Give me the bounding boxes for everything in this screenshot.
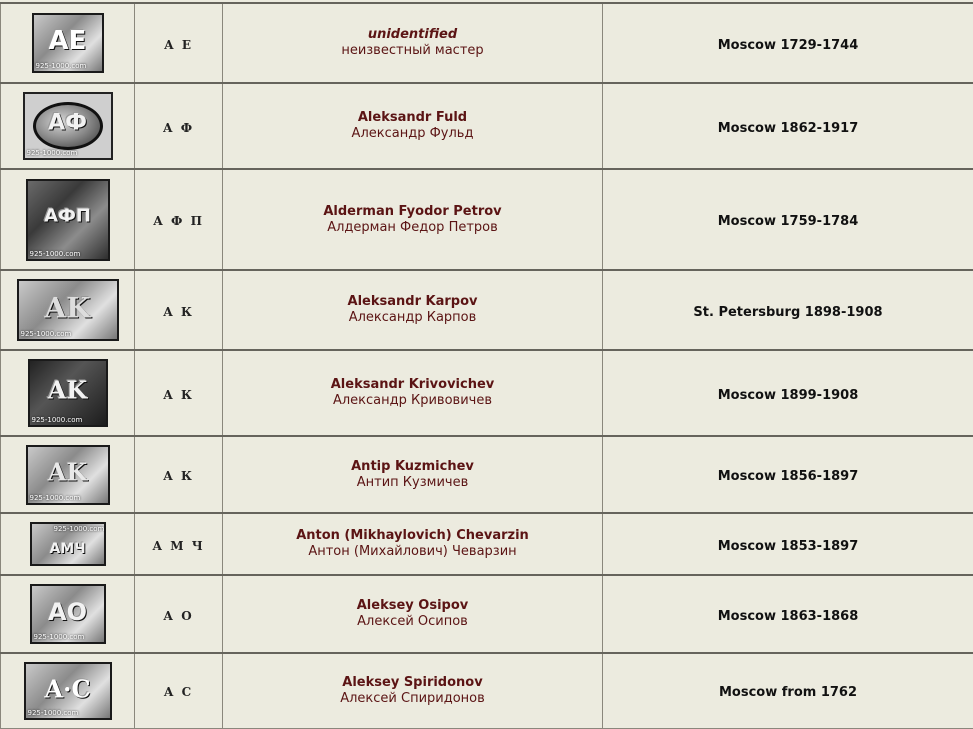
maker-name-russian: Александр Карпов [223,310,602,326]
mark-letters: А К [163,305,194,319]
letters-cell [135,513,223,575]
hallmark-image[interactable]: AK 925-1000.com [28,359,108,427]
maker-name-cell [223,270,603,350]
place-date-cell [603,436,973,513]
letters-cell [135,436,223,513]
table-row [1,575,973,653]
place-date-cell [603,575,973,653]
place-date: Moscow 1729-1744 [718,38,859,53]
maker-name-russian: Антон (Михайлович) Чеварзин [223,544,602,560]
maker-name-english: Aleksey Osipov [223,598,602,614]
place-date-cell [603,169,973,270]
place-date-cell [603,350,973,436]
hallmark-cell [1,3,135,83]
maker-name-english: Antip Kuzmichev [223,459,602,475]
hallmark-cell [1,169,135,270]
maker-name-english: unidentified [223,27,602,43]
mark-letters: А С [164,685,194,699]
letters-cell [135,575,223,653]
table-row [1,653,973,728]
place-date: Moscow 1862-1917 [718,121,859,136]
maker-name-cell [223,436,603,513]
maker-name-russian: Александр Кривовичев [223,393,602,409]
place-date: Moscow 1759-1784 [718,214,859,229]
hallmark-cell [1,575,135,653]
table-row [1,83,973,169]
maker-name-cell [223,575,603,653]
place-date: Moscow 1899-1908 [718,388,859,403]
mark-letters: А К [163,388,194,402]
place-date-cell [603,3,973,83]
hallmark-image[interactable]: AФ 925-1000.com [23,92,113,160]
mark-letters: А Е [164,38,193,52]
makers-marks-table [0,2,973,729]
hallmark-image[interactable]: AK 925-1000.com [26,445,110,505]
table-row [1,513,973,575]
letters-cell [135,270,223,350]
maker-name-russian: Алексей Осипов [223,614,602,630]
hallmark-cell [1,513,135,575]
maker-name-cell [223,83,603,169]
hallmark-cell [1,436,135,513]
letters-cell [135,83,223,169]
letters-cell [135,350,223,436]
maker-name-cell [223,169,603,270]
mark-letters: А Ф [163,121,194,135]
letters-cell [135,169,223,270]
maker-name-cell [223,350,603,436]
maker-name-russian: Антип Кузмичев [223,475,602,491]
mark-letters: А К [163,469,194,483]
hallmark-cell [1,653,135,728]
maker-name-english: Aleksandr Krivovichev [223,377,602,393]
place-date: Moscow 1856-1897 [718,469,859,484]
place-date-cell [603,513,973,575]
place-date-cell [603,83,973,169]
maker-name-russian: Алексей Спиридонов [223,691,602,707]
hallmark-image[interactable]: AФП 925-1000.com [26,179,110,261]
place-date: Moscow 1863-1868 [718,609,859,624]
maker-name-russian: неизвестный мастер [223,43,602,59]
maker-name-cell [223,3,603,83]
hallmark-image[interactable]: AK 925-1000.com [17,279,119,341]
table-row [1,270,973,350]
letters-cell [135,653,223,728]
hallmark-image[interactable]: AE 925-1000.com [32,13,104,73]
hallmark-cell [1,270,135,350]
maker-name-english: Aleksandr Fuld [223,110,602,126]
hallmark-image[interactable]: AMЧ 925-1000.com [30,522,106,566]
maker-name-english: Aleksey Spiridonov [223,675,602,691]
hallmark-cell [1,350,135,436]
maker-name-cell [223,513,603,575]
maker-name-cell [223,653,603,728]
hallmark-image[interactable]: A·C 925-1000.com [24,662,112,720]
table-row [1,169,973,270]
place-date: St. Petersburg 1898-1908 [693,305,882,320]
place-date: Moscow 1853-1897 [718,539,859,554]
mark-letters: А М Ч [152,539,204,553]
mark-letters: А Ф П [153,214,204,228]
letters-cell [135,3,223,83]
mark-letters: А О [163,609,193,623]
maker-name-russian: Александр Фульд [223,126,602,142]
table-row [1,3,973,83]
maker-name-russian: Алдерман Федор Петров [223,220,602,236]
place-date: Moscow from 1762 [719,685,857,700]
table-row [1,436,973,513]
maker-name-english: Anton (Mikhaylovich) Chevarzin [223,528,602,544]
maker-name-english: Aleksandr Karpov [223,294,602,310]
place-date-cell [603,270,973,350]
place-date-cell [603,653,973,728]
hallmark-cell [1,83,135,169]
maker-name-english: Alderman Fyodor Petrov [223,204,602,220]
table-row [1,350,973,436]
hallmark-image[interactable]: AO 925-1000.com [30,584,106,644]
